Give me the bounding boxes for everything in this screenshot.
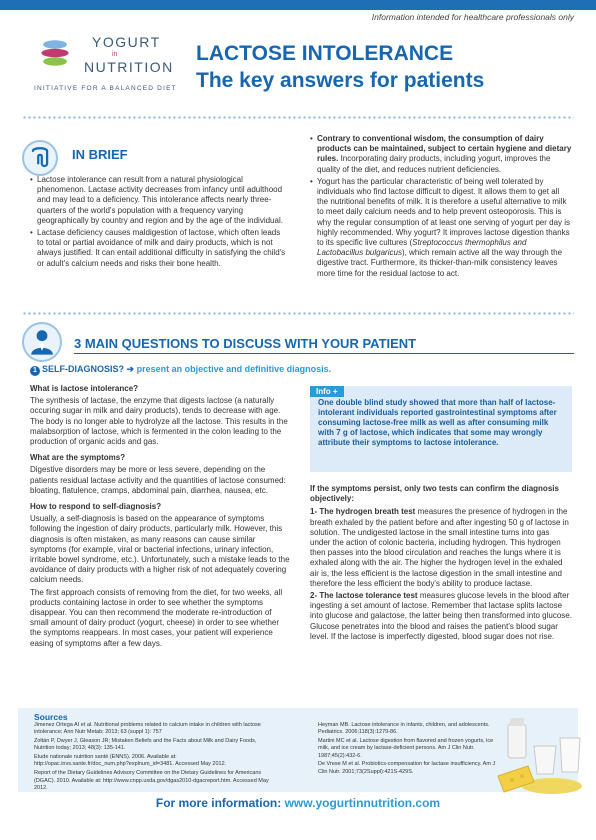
brief-left-column — [30, 175, 288, 271]
brief-text: Incorporating dairy products, including yogurt, improves the quality of the diet, and reduces nutrient deficiencies. — [317, 154, 551, 174]
doctor-icon — [22, 322, 62, 362]
brief-text: Yogurt has the particular characteristic of being well tolerated by individuals who find lactose difficult to digest. It allows them to get all the nutritional benefits of milk. It is therefore a useful alternative to milk to meet daily calcium needs and to help prevent osteoporosis. This is why the regular consumption of at least one serving of yogurt per day is highly recommended. Why yogurt? It improves lactose digestion thanks to its specific live cultures ( — [317, 176, 571, 248]
yogurt-spoon-logo-icon — [38, 36, 72, 70]
brief-bullet — [310, 177, 572, 279]
title-line-1: LACTOSE INTOLERANCE — [196, 42, 454, 65]
test-title: 1- The hydrogen breath test — [310, 507, 416, 517]
test-hydrogen — [310, 507, 572, 589]
footer-website-link[interactable]: www.yogurtinnutrition.com — [284, 796, 441, 810]
logo-tagline: INITIATIVE FOR A BALANCED DIET — [34, 85, 177, 92]
sources-right-column — [318, 722, 498, 778]
source-item: Heyman MB. Lactose intolerance in infants, children, and adolescents. Pediatrics. 2006;118(3):1279-86. — [318, 722, 490, 736]
answer-text: The first approach consists of removing from the diet, for two weeks, all products containing lactose in order to see whether the symptoms disappear. You can then recommend the moderate re-introduction of small amount of dairy product (yogurt, cheese) in order to see whether the symptoms reappears. In most cases, your patient will experience easing of symptoms after a few days. — [30, 587, 283, 648]
tests-intro: If the symptoms persist, only two tests can confirm the diagnosis objectively: — [310, 484, 559, 504]
intestine-icon — [22, 140, 58, 176]
sources-left-column — [34, 722, 270, 794]
dotted-divider — [22, 116, 574, 119]
source-item: Etude nationale nutrition santé (ENNS). 2006. Available at: http://opac.invs.sante.fr/doc_num.php?explnum_id=3481. Accessed May 2012. — [34, 754, 227, 768]
test-description: measures glucose levels in the blood after ingesting a set amount of lactose. Remember that lactase splits lactose into glucose and galactose, the latter being then transformed into glucose. Glucose penetrates into the blood and raises the patient's blood sugar level. If the lactose is imperfectly digested, blood sugar does not rise. — [310, 591, 572, 641]
dairy-products-image — [494, 716, 590, 800]
title-line-2: The key answers for patients — [196, 69, 485, 92]
brief-bullet: • Lactose intolerance can result from a natural physiological phenomenon. Lactase activity decreases from infancy until adulthood and may lead to a deficiency. This intolerance affects nearly three-quarters of the world's population with a frequency varying geographically by country and region and by the age of the individual. — [30, 175, 288, 226]
source-item: De Vrese M et al. Probiotics-compensation for lactase insufficiency. Am J Clin Nutr. 2001;73(2Suppl):421S-429S. — [318, 761, 496, 775]
subhead-highlight: present an objective and definitive diagnosis. — [136, 364, 332, 374]
brief-text: ), which remain active all the way through the digestive tract. Furthermore, its thicker-than-milk consistency leaves more time for the residual lactose to act. — [317, 248, 563, 278]
self-diagnosis-subhead — [30, 364, 331, 376]
answer-text: Usually, a self-diagnosis is based on the appearance of symptoms following the ingestion of dairy products, particularly milk. However, this diagnosis is often mistaken, as many reasons can cause similar symptoms (for example, viral or bacterial infections, urinary infection, irritable bowel syndrome, etc.). Unfortunately, such a mistake leads to the avoidance of dairy products with a higher risk of not adequately covering calcium needs. — [30, 514, 290, 585]
top-bar — [0, 0, 596, 10]
question-heading: How to respond to self-diagnosis? — [30, 502, 162, 512]
brief-bullet — [310, 134, 572, 175]
number-badge: 1 — [30, 366, 40, 376]
info-tab: Info + — [310, 386, 344, 397]
brief-right-column — [310, 134, 572, 281]
logo-word-nutrition: NUTRITION — [84, 59, 174, 75]
page-title — [196, 40, 484, 94]
brief-italic-text: Streptococcus thermophilus and Lactobacillus bulgaricus — [317, 238, 527, 258]
tests-column — [310, 484, 572, 644]
test-description: measures the presence of hydrogen in the breath exhaled by the patient before and after ingesting 50 g of lactose in solution. The undigested lactose in the small intestine turns into gas under the action of colonic bacteria, including hydrogen. This hydrogen then passes into the blood circulation and reaches the lungs where it is exhaled along with the air. The higher the hydrogen level in the exhaled air is, the less efficient is the lactose digestion in the small intestine and therefore the less efficient the body's ability to produce lactase. — [310, 507, 569, 588]
source-item: Martini MC et al. Lactose digestion from flavored and frozen yogurts, ice milk, and ice cream by lactase-deficient persons. Am J Clin Nutr. 1987;45(2):432-6. — [318, 738, 494, 759]
brief-bullet: • Lactase deficiency causes maldigestion of lactose, which often leads to total or partial avoidance of milk and dairy products, which is not always justified. It can entail additional difficulty in satisfying the child's or adult's calcium needs and risks their bone health. — [30, 228, 288, 269]
disclaimer: Information intended for healthcare professionals only — [371, 12, 574, 22]
brief-bold-text: Contrary to conventional wisdom, the consumption of dairy products can be maintained, subject to certain hygiene and dietary rules. — [317, 134, 572, 164]
info-text: One double blind study showed that more than half of lactose-intolerant individuals reported gastrointestinal symptoms after consuming lactose-free milk as well as after consuming milk with 7 g of lactose, which indicates that some may wrongly attribute their symptoms to lactose intolerance. — [318, 398, 557, 447]
source-item: Report of the Dietary Guidelines Advisory Committee on the Dietary Guidelines for Americans (DGAC). 2010. Available at: http://www.cnpp.usda.gov/dgas2010-dgacreport.htm. Accessed May 2012. — [34, 770, 269, 791]
source-item: Zoltán P, Dwyer J, Gleason JR; Mistaken Beliefs and the Facts about Milk and Dairy Foods, Nutrition today; 2013; 48(3): 135-141. — [34, 738, 257, 752]
sources-heading: Sources — [34, 712, 68, 722]
source-item: Jimenez Ortega AI et al. Nutritional problems related to calcium intake in children with lactose intolerance; Ann Nutr Metab; 2013; 63 (suppl 1): 757 — [34, 722, 261, 736]
question-heading: What are the symptoms? — [30, 453, 126, 463]
subhead-text: SELF-DIAGNOSIS? — [42, 364, 125, 374]
test-title: 2- The lactose tolerance test — [310, 591, 418, 601]
test-lactose-tolerance — [310, 591, 572, 642]
heading-rule — [74, 353, 574, 354]
logo-word-in: in — [112, 51, 118, 58]
footer-label: For more information: — [155, 796, 285, 810]
footer — [0, 796, 596, 810]
logo — [34, 32, 194, 102]
question-heading: What is lactose intolerance? — [30, 384, 139, 393]
logo-word-yogurt: YOGURT — [92, 34, 161, 50]
answer-text: The synthesis of lactase, the enzyme that digests lactose (a naturally occuring sugar in milk and dairy products), tends to decrease with age. The body is no longer able to hydrolyze all the lactose. This results in the malabsorption of lactose, which is fermented in the colon leading to the production of organic acids and gas. — [30, 396, 288, 447]
answer-text: Digestive disorders may be more or less severe, depending on the patients residual lactase activity and the quantities of lactose consumed: bloating, flatulence, cramps, abdominal pain, diarrhea, nausea, etc. — [30, 465, 286, 495]
in-brief-heading: IN BRIEF — [72, 147, 128, 162]
arrow-icon: ➔ — [126, 364, 135, 374]
questions-heading: 3 MAIN QUESTIONS TO DISCUSS WITH YOUR PATIENT — [74, 336, 417, 351]
dotted-divider — [22, 312, 574, 315]
questions-left-column — [30, 384, 292, 651]
